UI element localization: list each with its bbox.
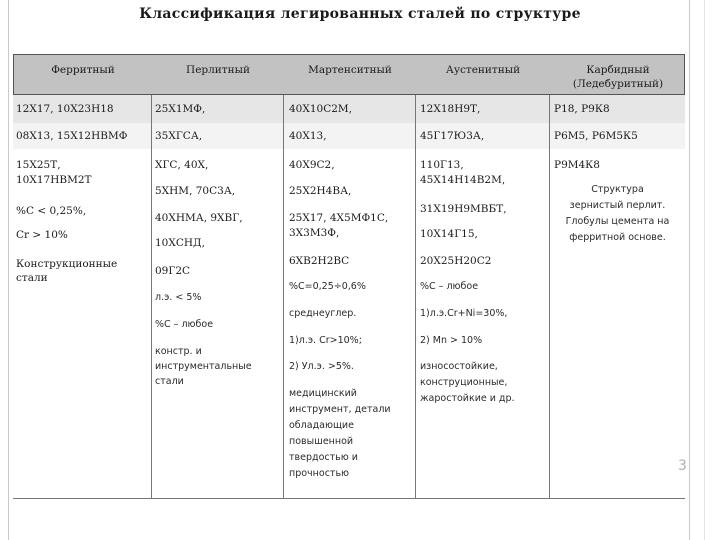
cell-r1-austenite: 12Х18Н9Т, — [420, 103, 481, 115]
slide-frame-left — [8, 0, 9, 540]
martensite-note: прочностью — [289, 468, 350, 479]
page-title: Классификация легированных сталей по структуре — [139, 6, 581, 22]
carbide-note: Глобулы цемента на — [565, 216, 670, 227]
carbide-note: ферритной основе. — [569, 232, 666, 243]
pearlite-steel: 40ХНМА, 9ХВГ, — [155, 212, 243, 224]
cell-r2-pearlite: 35ХГСА, — [155, 130, 203, 142]
ferrite-steel: 15Х25Т, — [16, 159, 61, 171]
slide-frame-right — [689, 0, 690, 540]
table-bottom-border — [13, 498, 685, 499]
austenite-note: 2) Mn > 10% — [420, 335, 483, 346]
martensite-steel: 3Х3М3Ф, — [289, 227, 340, 239]
slide-number: 3 — [678, 458, 687, 474]
pearlite-steel: ХГС, 40Х, — [155, 159, 209, 171]
cell-r2-martensite: 40Х13, — [289, 130, 327, 142]
austenite-steel: 10Х14Г15, — [420, 228, 478, 240]
ferrite-usage: Конструкционные — [16, 258, 118, 270]
martensite-note: инструмент, детали — [289, 404, 391, 415]
austenite-note: жаростойкие и др. — [420, 393, 515, 404]
cell-r2-austenite: 45Г17Ю3А, — [420, 130, 485, 142]
martensite-steel: 40Х9С2, — [289, 159, 335, 171]
pearlite-note: %С – любое — [155, 319, 214, 330]
austenite-steel: 45Х14Н14В2М, — [420, 174, 506, 186]
carbide-note: зернистый перлит. — [569, 200, 666, 211]
martensite-note: обладающие — [289, 420, 354, 431]
martensite-note: твердостью и — [289, 452, 358, 463]
header-carbide: Карбидный (Ледебуритный) — [572, 64, 664, 90]
pearlite-steel: 10ХСНД, — [155, 237, 205, 249]
pearlite-note: инструментальные — [155, 361, 252, 372]
martensite-note: 2) Ул.э. >5%. — [289, 361, 354, 372]
column-divider — [549, 95, 550, 499]
carbide-steel: Р9М4К8 — [554, 159, 600, 171]
ferrite-steel: 10Х17НВМ2Т — [16, 174, 92, 186]
austenite-note: конструционные, — [420, 377, 508, 388]
pearlite-note: л.э. < 5% — [155, 292, 202, 303]
pearlite-steel: 09Г2С — [155, 265, 191, 277]
pearlite-note: констр. и — [155, 346, 202, 357]
austenite-steel: 110Г13, — [420, 159, 464, 171]
pearlite-steel: 5ХНМ, 70С3А, — [155, 185, 236, 197]
cell-r1-carbide: Р18, Р9К8 — [554, 103, 610, 115]
header-martensite: Мартенситный — [308, 64, 392, 76]
ferrite-carbon-note: %С < 0,25%, — [16, 205, 87, 217]
column-divider — [151, 95, 152, 499]
austenite-note: %С – любое — [420, 281, 479, 292]
austenite-steel: 31Х19Н9МВБТ, — [420, 203, 507, 215]
header-pearlite: Перлитный — [186, 64, 250, 76]
cell-r1-martensite: 40Х10С2М, — [289, 103, 352, 115]
martensite-note: 1)л.э. Cr>10%; — [289, 335, 362, 346]
martensite-steel: 6ХВ2Н2ВС — [289, 255, 350, 267]
ferrite-usage: стали — [16, 272, 48, 284]
cell-r2-carbide: Р6М5, Р6М5К5 — [554, 130, 638, 142]
table-header — [13, 54, 685, 95]
austenite-steel: 20Х25Н20С2 — [420, 255, 492, 267]
cell-r1-ferrite: 12Х17, 10Х23Н18 — [16, 103, 114, 115]
austenite-note: 1)л.э.Cr+Ni=30%, — [420, 308, 508, 319]
pearlite-note: стали — [155, 376, 184, 387]
martensite-steel: 25Х17, 4Х5МФ1С, — [289, 212, 389, 224]
carbide-note: Структура — [591, 184, 644, 195]
column-divider — [283, 95, 284, 499]
martensite-note: среднеуглер. — [289, 308, 357, 319]
header-austenite: Аустенитный — [445, 64, 521, 76]
martensite-note: %С=0,25÷0,6% — [289, 281, 366, 292]
martensite-note: повышенной — [289, 436, 354, 447]
cell-r1-pearlite: 25Х1МФ, — [155, 103, 206, 115]
martensite-note: медицинский — [289, 388, 357, 399]
martensite-steel: 25Х2Н4ВА, — [289, 185, 352, 197]
slide-frame-right-outer — [704, 0, 705, 540]
column-divider — [415, 95, 416, 499]
classification-table — [13, 54, 685, 499]
header-ferrite: Ферритный — [51, 64, 115, 76]
ferrite-chrome-note: Cr > 10% — [16, 229, 68, 241]
cell-r2-ferrite: 08Х13, 15Х12НВМФ — [16, 130, 128, 142]
austenite-note: износостойкие, — [420, 361, 498, 372]
